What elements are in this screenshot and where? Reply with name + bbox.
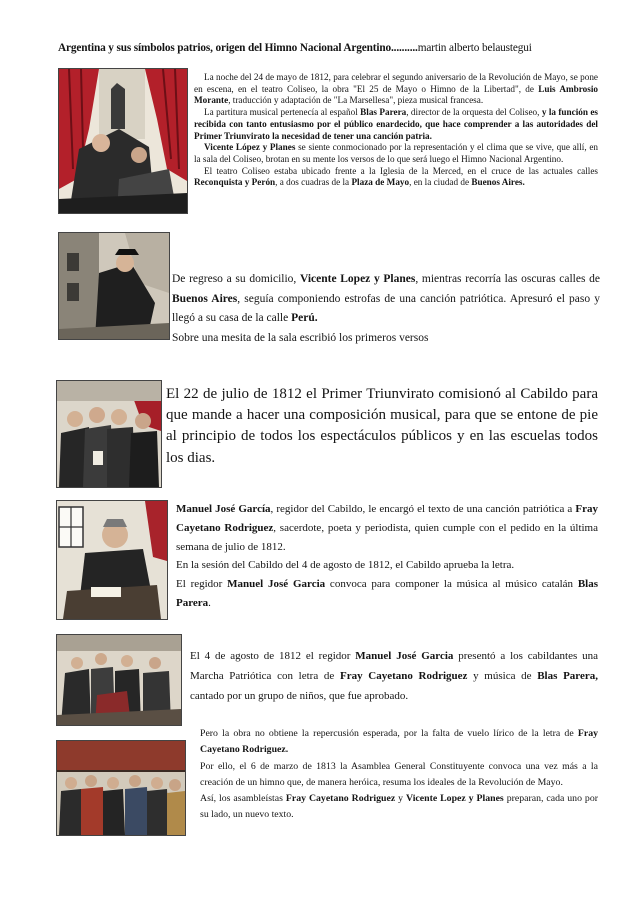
bold-text-run: Blas Parera [176, 578, 598, 609]
header-title: Argentina y sus símbolos patrios, origen del Himno Nacional Argentino.......... [58, 42, 418, 54]
bold-text-run: Blas Parera [360, 107, 407, 118]
text-run: De regreso a su domicilio, [172, 273, 300, 285]
bold-text-run: Fray Cayetano Rodriguez. [200, 728, 598, 756]
garcia-at-desk-image [56, 500, 168, 620]
section4-text [176, 500, 598, 613]
page-header [58, 42, 598, 54]
triumvirate-meeting-image [56, 380, 162, 488]
section3-paragraph-1 [166, 384, 598, 469]
section6-paragraph-3 [200, 791, 598, 824]
text-run: , seguía componiendo estrofas de una canción patriótica. Apresuró el paso y llegó a su casa de la calle [172, 292, 601, 324]
section4-paragraph-3 [176, 575, 598, 613]
assembly-crowd-image [56, 740, 186, 836]
bold-text-run: y la función es recibida con tanto entusiasmo por el público enardecido, que hace comprender a las autoridades del Primer Triunvirato la necesidad de tener una canción patria. [194, 107, 599, 141]
text-run: se siente conmocionado por la representación y el clima que se vive, que allí, en la sala del Coliseo, brotan en su mente los versos de lo que será luego el Himno Nacional Argentino. [194, 142, 598, 164]
night-street-image [58, 232, 170, 340]
section2-text [172, 270, 600, 348]
section4-paragraph-2 [176, 556, 598, 575]
text-run: Por ello, el 6 de marzo de 1813 la Asamblea General Constituyente convoca una vez más a la creación de un himno que, de manera heróica, resuma los ideales de la Revolución de Mayo. [200, 760, 598, 788]
bold-text-run: Manuel José García [176, 503, 271, 515]
text-run: , regidor del Cabildo, le encargó el texto de una canción patriótica a [270, 503, 576, 515]
section1-paragraph-3 [194, 142, 598, 165]
text-run: y [395, 793, 406, 805]
bold-text-run: Buenos Aires. [471, 177, 525, 188]
bold-text-run: Vicente Lopez y Planes [299, 273, 416, 285]
section3-text [166, 384, 598, 469]
text-run: El 22 de julio de 1812 el Primer Triunvirato comisionó al Cabildo para que mande a hacer una composición musical, para que se entone de pie al principio de todos los espectáculos públicos y en las escuelas todos los dias. [166, 386, 598, 466]
text-run: El 4 de agosto de 1812 el regidor [190, 650, 356, 662]
bold-text-run: Perú. [291, 312, 318, 324]
text-run: Así, los asambleístas [200, 793, 286, 805]
section6-paragraph-2 [200, 759, 598, 792]
section2-paragraph-1 [172, 270, 600, 329]
section1-paragraph-4 [194, 166, 598, 189]
text-run: En la sesión del Cabildo del 4 de agosto de 1812, el Cabildo aprueba la letra. [176, 559, 515, 572]
cabildo-presentation-image [56, 634, 182, 726]
text-run: , traducción y adaptación de "La Marsellesa", pieza musical francesa. [228, 95, 484, 106]
text-run: , mientras recorría las oscuras calles de [415, 273, 600, 285]
text-run: , director de la orquesta del Coliseo, [406, 107, 542, 118]
text-run: La partitura musical pertenecía al español [204, 107, 361, 118]
section1-paragraph-2 [194, 107, 598, 142]
theatre-scene-image [58, 68, 188, 214]
section1-text [194, 72, 598, 189]
bold-text-run: Manuel José Garcia [227, 578, 326, 591]
bold-text-run: Manuel José Garcia [355, 650, 454, 662]
bold-text-run: Plaza de Mayo [351, 177, 410, 188]
text-run: Pero la obra no obtiene la repercusión esperada, por la falta de vuelo lírico de la letra de [200, 728, 578, 739]
bold-text-run: Vicente Lopez y Planes [406, 793, 504, 805]
text-run: , a dos cuadras de la [275, 177, 352, 188]
bold-text-run: Blas Parera, [537, 669, 598, 682]
text-run: y música de [467, 669, 538, 682]
section2-paragraph-2 [172, 329, 600, 349]
text-run: Sobre una mesita de la sala escribió los primeros versos [172, 331, 429, 344]
bold-text-run: Fray Cayetano Rodriguez [285, 793, 396, 805]
text-run: . [208, 596, 211, 609]
bold-text-run: Luis Ambrosio Morante [194, 83, 598, 106]
section6-text [200, 726, 598, 824]
text-run: El regidor [176, 578, 228, 591]
bold-text-run: Buenos Aires [172, 292, 238, 305]
header-author: martin alberto belaustegui [417, 42, 532, 54]
bold-text-run: Fray Cayetano Rodriguez [339, 669, 468, 682]
bold-text-run: Fray Cayetano Rodriguez [176, 503, 598, 534]
section6-paragraph-1 [200, 726, 598, 759]
section4-paragraph-1 [176, 500, 598, 556]
text-run: presentó a los cabildantes una Marcha Patriótica con letra de [190, 650, 598, 682]
bold-text-run: Vicente López y Planes [204, 142, 296, 153]
section5-paragraph-1 [190, 647, 598, 706]
text-run: La noche del 24 de mayo de 1812, para celebrar el segundo aniversario de la Revolución de Mayo, se pone en escena, en el teatro Coliseo, la obra "El 25 de Mayo o Himno de la Libertad", de [194, 72, 598, 94]
section1-paragraph-1 [194, 72, 598, 107]
section5-text [190, 647, 598, 706]
text-run: , sacerdote, poeta y periodista, quien cumple con el pedido en la última semana de julio de 1812. [176, 521, 598, 553]
text-run: cantado por un grupo de niños, que fue aprobado. [190, 689, 409, 702]
text-run: convoca para componer la música al músico catalán [325, 578, 578, 591]
text-run: preparan, cada uno por su lado, un nuevo texto. [200, 793, 598, 821]
text-run: , en la ciudad de [409, 177, 472, 188]
text-run: El teatro Coliseo estaba ubicado frente a la Iglesia de la Merced, en el cruce de las actuales calles [204, 165, 598, 176]
bold-text-run: Reconquista y Perón [194, 177, 276, 188]
